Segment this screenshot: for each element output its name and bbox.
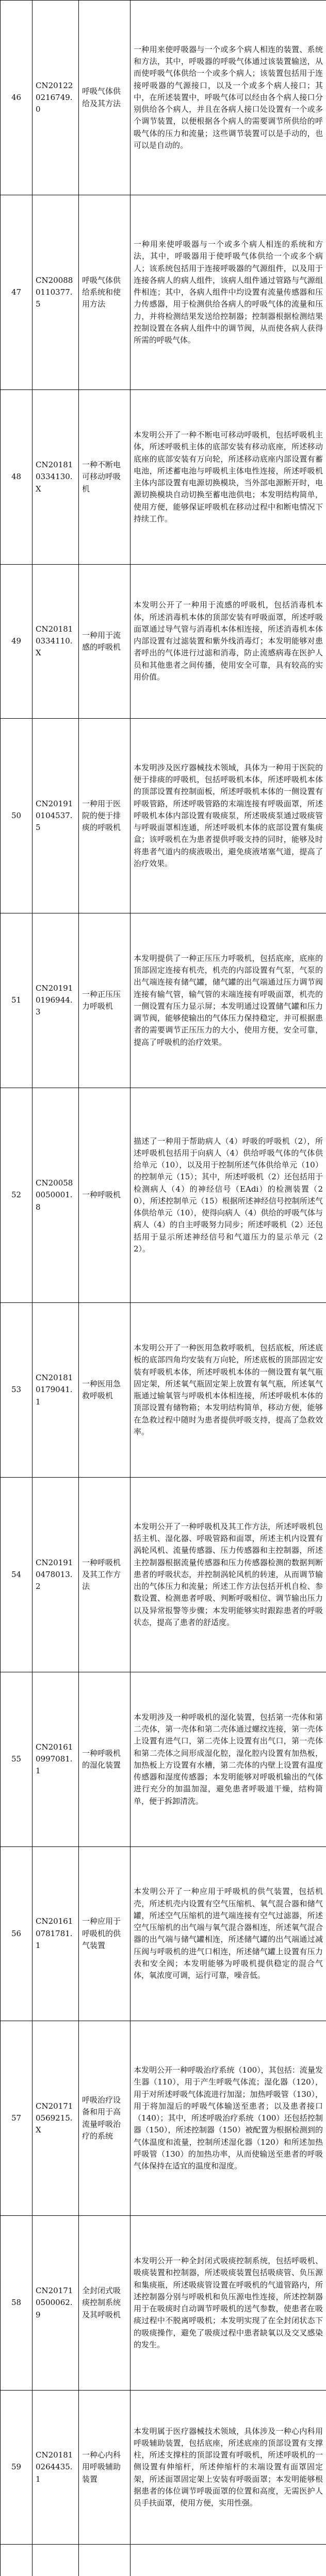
patent-title: 呼吸气体供给系统和使用方法 bbox=[79, 195, 131, 390]
table-row bbox=[1, 1303, 326, 1478]
patent-number bbox=[32, 2545, 79, 2576]
patent-abstract bbox=[131, 2545, 326, 2576]
row-number bbox=[1, 2545, 32, 2576]
table-row bbox=[1, 1847, 326, 2022]
row-number: 46 bbox=[1, 1, 32, 195]
patent-number: CN201220216749.0 bbox=[32, 1, 79, 195]
patent-title: 一种不断电可移动呼吸机 bbox=[79, 390, 131, 565]
patent-number: CN201810264435.1 bbox=[32, 2391, 79, 2545]
patent-title: 呼吸治疗设备和用于高流量呼吸治疗的系统 bbox=[79, 2021, 131, 2216]
row-number: 58 bbox=[1, 2216, 32, 2391]
patent-title: 一种医用急救呼吸机 bbox=[79, 1303, 131, 1478]
table-row bbox=[1, 2021, 326, 2216]
patent-abstract: 本发明公开了一种应用于呼吸机的供气装置，包括机壳，所述机壳内设置有空气压缩机、氧气混合器和储气罐，所述空气压缩机的进气端连接有空气过滤器，所述空气压缩机的出气端与氧气混合器相连，所述氧气混合器的出气端与储气罐相连，所述储气罐的出气端通过减压阀与呼吸机的进气口相连，所述储气罐上设置有压力表和安全阀；本发明能够为呼吸机提供稳定的混合气体，氧浓度可调，运行可靠，噪音低。 bbox=[131, 1847, 326, 2022]
patent-number: CN201910196944.3 bbox=[32, 913, 79, 1088]
table-row bbox=[1, 913, 326, 1088]
row-number: 48 bbox=[1, 390, 32, 565]
patent-abstract: 本发明公开了一种不断电可移动呼吸机，包括呼吸机主体，所述呼吸机主体的底部安装有移动底座，所述移动底座的底部安装有万向轮，所述移动底座内部设置有蓄电池，所述蓄电池与呼吸机主体电性连接，所述呼吸机主体内部设置有电源切换模块，当外部电源断开时，电源切换模块自动切换至蓄电池供电；本发明结构简单，使用方便，能够保证呼吸机在移动过程中和断电情况下持续工作。 bbox=[131, 390, 326, 565]
patent-abstract: 描述了一种用于帮助病人（4）呼吸的呼吸机（2），所述呼吸机包括用于向病人（4）供给呼吸气体的气体供给单元（10），以及用于控制所述气体供给单元（10）的控制单元（15）；其中，所述呼吸机（2）还包括用于检测病人（4）的神经信号（EAdi）的检测装置（20），所述控制单元（15）根据所述神经信号控制所述气体供给单元（10），使得向病人（4）供给的呼吸气体与病人（4）的自主呼吸努力同步；所述呼吸机（2）还包括用于显示所述神经信号和气道压力的显示单元（22）。 bbox=[131, 1088, 326, 1303]
patent-abstract: 本发明公开了一种用于流感的呼吸机，包括消毒机本体，所述消毒机本体的顶部安装有呼吸面罩，所述呼吸面罩通过导气管与消毒机本体相连接，所述消毒机本体内部设置有过滤装置和紫外线消毒灯；本发明能够对患者呼出的气体进行过滤和消毒，防止流感病毒在医护人员和其他患者之间传播，使用安全可靠，具有较高的实用价值。 bbox=[131, 565, 326, 719]
patent-title bbox=[79, 2545, 131, 2576]
patent-abstract: 本发明涉及医疗器械技术领域，具体为一种用于医院的便于排痰的呼吸机，包括呼吸机本体，所述呼吸机本体的顶部设置有控制面板，所述呼吸机本体的一侧设置有呼吸管路，所述呼吸管路的末端连接有呼吸面罩，所述呼吸机本体内部设置有吸痰泵，所述吸痰泵通过吸痰管与呼吸面罩相连通，所述呼吸机本体的底部设置有集痰盒；该呼吸机在为患者提供呼吸支持的同时，能够及时将患者气道内的痰液吸出，避免痰液堵塞气道，提高了治疗效果。 bbox=[131, 719, 326, 913]
row-number: 53 bbox=[1, 1303, 32, 1478]
patent-number: CN201810334110.X bbox=[32, 565, 79, 719]
row-number: 59 bbox=[1, 2391, 32, 2545]
table-row bbox=[1, 1672, 326, 1847]
patent-number: CN201810334130.X bbox=[32, 390, 79, 565]
patent-number: CN201710569215.X bbox=[32, 2021, 79, 2216]
patent-title: 一种用于医院的便于排痰的呼吸机 bbox=[79, 719, 131, 913]
table-row bbox=[1, 390, 326, 565]
table-row bbox=[1, 2391, 326, 2545]
row-number: 47 bbox=[1, 195, 32, 390]
row-number: 54 bbox=[1, 1478, 32, 1672]
patent-title: 一种呼吸机 bbox=[79, 1088, 131, 1303]
patent-abstract: 本发明涉及一种呼吸机的湿化装置，包括第一壳体和第二壳体，第一壳体和第二壳体通过螺纹连接，第一壳体上设置有进气口，第二壳体上设置有出气口，第一壳体和第二壳体之间形成湿化腔，湿化腔内设置有加热板，加热板上方设置有水槽，第二壳体的内壁上设置有温度传感器和湿度传感器；本发明能够对呼吸机输出的气体进行充分的加温加湿，避免患者呼吸道干燥，结构简单，便于拆卸清洗。 bbox=[131, 1672, 326, 1847]
patent-title: 全封闭式吸痰控制系统及其呼吸机 bbox=[79, 2216, 131, 2391]
patent-number: CN201610781781.1 bbox=[32, 1847, 79, 2022]
patent-number: CN201910478013.2 bbox=[32, 1478, 79, 1672]
row-number: 49 bbox=[1, 565, 32, 719]
patent-abstract: 本发明公开一种全封闭式吸痰控制系统，包括呼吸机、吸痰装置和控制器，所述吸痰装置包括吸痰管、负压源和集痰瓶，所述吸痰管设置在呼吸机的气道管路内，所述控制器分别与呼吸机和负压源电性连接，所述控制器用于在吸痰时自动调节呼吸机的送气参数，使患者在吸痰过程中不脱离呼吸机；本发明实现了在全封闭状态下的吸痰操作，避免了吸痰过程中患者缺氧以及交叉感染的发生。 bbox=[131, 2216, 326, 2391]
row-number: 52 bbox=[1, 1088, 32, 1303]
row-number: 51 bbox=[1, 913, 32, 1088]
patent-title: 呼吸气体供给及其方法 bbox=[79, 1, 131, 195]
table-row bbox=[1, 2545, 326, 2576]
table-row bbox=[1, 719, 326, 913]
table-row bbox=[1, 1, 326, 195]
patent-number: CN201610997081.1 bbox=[32, 1672, 79, 1847]
patent-title: 一种心内科用呼吸辅助装置 bbox=[79, 2391, 131, 2545]
row-number: 50 bbox=[1, 719, 32, 913]
patent-number: CN201910104537.5 bbox=[32, 719, 79, 913]
patent-abstract: 本发明属于医疗器械技术领域，具体涉及一种心内科用呼吸辅助装置，包括底座，所述底座的顶部设置有支撑柱，所述支撑柱的顶部设置有呼吸机，所述呼吸机的一侧设置有伸缩杆，所述伸缩杆的末端设置有面罩固定架，所述面罩固定架上安装有呼吸面罩；本发明能够根据患者的体位调节呼吸面罩的位置和高度，无需医护人员手扶面罩，使用方便，实用性强。 bbox=[131, 2391, 326, 2545]
patent-abstract: 一种用来使呼吸器与一个或多个病人相连的系统和方法，其中，呼吸器用于使呼吸气体供给一个或多个病人；该系统包括用于连接呼吸器的气源组件，以及用于连接各病人的病人组件，该病人组件通过管路与气源组件相连；其中，各病人组件中均设置有流量传感器和压力传感器，用于检测供给各病人的呼吸气体的流量和压力，并将检测结果发送给控制器；控制器根据检测结果控制设置在各病人组件中的调节阀，从而使各病人获得所需的呼吸气体。 bbox=[131, 195, 326, 390]
patent-title: 一种呼吸机及其工作方法 bbox=[79, 1478, 131, 1672]
patent-title: 一种应用于呼吸机的供气装置 bbox=[79, 1847, 131, 2022]
row-number: 55 bbox=[1, 1672, 32, 1847]
table-row bbox=[1, 195, 326, 390]
table-row bbox=[1, 1478, 326, 1672]
patent-abstract: 一种用来使呼吸器与一个或多个病人相连的装置、系统和方法，其中，呼吸器的呼吸气体通过该装置输送，从而使呼吸气体供给一个或多个病人；该装置包括用于连接呼吸器的气源接口，以及一个或多个病人接口；其中，在所述装置中，呼吸气体可以经由各个病人接口分别供给各个病人，并且在各病人接口处设置有一个或多个调节装置，以便根据各个病人的需要调节所供给的呼吸气体的压力和流量；这些调节装置可以是手动的，也可以是自动的。 bbox=[131, 1, 326, 195]
patent-abstract: 本发明提供了一种正压压力呼吸机，包括底座，底座的顶部固定连接有机壳，机壳的内部设置有气泵，气泵的出气端连接有储气罐，储气罐的出气端通过压力调节阀连接有输气管，输气管的末端连接有呼吸面罩，机壳的一侧设置有压力显示屏；本发明通过设置储气罐和压力调节阀，能够使输出的气体压力保持稳定，并可根据患者的需要调节正压压力的大小，使用方便，安全可靠，提高了呼吸机的治疗效果。 bbox=[131, 913, 326, 1088]
patent-title: 一种用于流感的呼吸机 bbox=[79, 565, 131, 719]
patent-abstract: 本发明公开一种呼吸治疗系统（100），其包括：流量发生器（110），用于产生呼吸气体流；湿化器（120），用于对所述呼吸气体流进行加湿；加热呼吸管（130），用于将加湿后的呼吸气体输送至患者；以及患者接口（140）；其中，所述呼吸治疗系统（100）还包括控制器（150），所述控制器（150）被配置为根据检测到的气体温度和流量，控制所述湿化器（120）和所述加热呼吸管（130）的加热功率，从而使输送至患者的呼吸气体保持在适宜的温度和湿度。 bbox=[131, 2021, 326, 2216]
table-row bbox=[1, 1088, 326, 1303]
table-row bbox=[1, 565, 326, 719]
row-number: 57 bbox=[1, 2021, 32, 2216]
patent-title: 一种正压压力呼吸机 bbox=[79, 913, 131, 1088]
patent-number: CN201810179041.1 bbox=[32, 1303, 79, 1478]
patent-number: CN200580050001.8 bbox=[32, 1088, 79, 1303]
patent-title: 一种呼吸机的湿化装置 bbox=[79, 1672, 131, 1847]
patent-abstract: 本发明公开了一种呼吸机及其工作方法，所述呼吸机包括主机、湿化器、呼吸管路和面罩，所述主机内设置有涡轮风机、流量传感器、压力传感器和主控制器，所述主控制器根据流量传感器和压力传感器检测的数据判断患者的呼吸状态，并控制涡轮风机的转速，从而调节输出的气体压力和流量；所述工作方法包括开机自检、参数设置、检测患者呼吸、判断呼吸相位、调节输出压力以及异常报警等步骤；本发明能够实时跟踪患者的呼吸状态，提高了患者的舒适度。 bbox=[131, 1478, 326, 1672]
table-row bbox=[1, 2216, 326, 2391]
patent-number: CN200880110377.5 bbox=[32, 195, 79, 390]
patent-number: CN201710500062.9 bbox=[32, 2216, 79, 2391]
patent-abstract: 本发明公开了一种医用急救呼吸机，包括底板，所述底板的底部四角均安装有万向轮，所述底板的顶部固定安装有呼吸机本体，所述呼吸机本体的一侧设置有氧气瓶固定架，所述氧气瓶固定架上放置有氧气瓶，所述氧气瓶通过输氧管与呼吸机本体相连接，所述呼吸机本体的顶部设置有储物箱；本发明结构简单，移动方便，能够在急救过程中随时为患者提供呼吸支持，提高了急救效率。 bbox=[131, 1303, 326, 1478]
row-number: 56 bbox=[1, 1847, 32, 2022]
